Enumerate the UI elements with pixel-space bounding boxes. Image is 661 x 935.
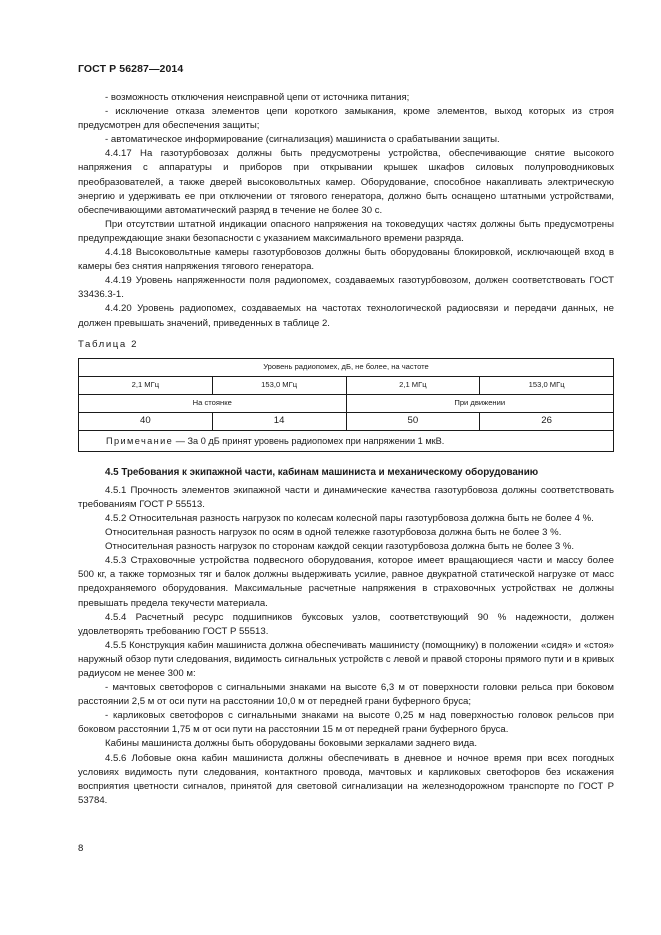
radio-interference-table	[78, 358, 614, 452]
paragraph: - карликовых светофоров с сигнальными знаками на высоте 0,25 м над поверхностью головок рельсов при боковом расстоянии 1,75 м от оси пути на расстоянии 15 м от передней грани буферного бруса.	[78, 710, 614, 736]
paragraph: 4.5.6 Лобовые окна кабин машиниста должны обеспечивать в дневное и ночное время при всех погодных условиях видимость пути следования, контактного провода, мачтовых и карликовых светофоров без искажения восприятия цветности сигналов, принятой для световой сигнализации на железнодорожном транспорте по ГОСТ Р 53784.	[78, 752, 614, 806]
paragraph: 4.4.18 Высоковольтные камеры газотурбовозов должны быть оборудованы блокировкой, исключающей вход в камеры без снятия напряжения тягового генератора.	[78, 247, 614, 273]
paragraph: 4.4.19 Уровень напряженности поля радиопомех, создаваемых газотурбовозом, должен соответствовать ГОСТ 33436.3-1.	[78, 275, 614, 301]
paragraph: 4.5.4 Расчетный ресурс подшипников буксовых узлов, соответствующий 90 % надежности, должен удовлетворять требованию ГОСТ Р 55513.	[78, 611, 614, 637]
paragraph: Кабины машиниста должны быть оборудованы боковыми зеркалами заднего вида.	[105, 738, 478, 750]
page-number: 8	[78, 843, 84, 854]
paragraph: Относительная разность нагрузок по сторонам каждой секции газотурбовоза должна быть не более 3 %.	[105, 541, 575, 553]
paragraph: - автоматическое информирование (сигнализация) машиниста о срабатывании защиты.	[105, 134, 500, 146]
table-value-cell: 40	[79, 412, 213, 430]
table-freq-cell: 153,0 МГц	[212, 376, 346, 394]
paragraph: При отсутствии штатной индикации опасного напряжения на токоведущих частях должны быть предусмотрены предупреждающие знаки безопасности с указанием максимального времени разряда.	[78, 218, 614, 244]
table-note-text: — За 0 дБ принят уровень радиопомех при напряжении 1 мкВ.	[173, 435, 445, 446]
table-freq-cell: 2,1 МГц	[79, 376, 213, 394]
table-value-cell: 26	[480, 412, 614, 430]
table-freq-cell: 153,0 МГц	[480, 376, 614, 394]
paragraph: 4.5.1 Прочность элементов экипажной части и динамические качества газотурбовоза должны соответствовать требованиям ГОСТ Р 55513.	[78, 484, 614, 510]
table-freq-cell: 2,1 МГц	[346, 376, 480, 394]
paragraph: - возможность отключения неисправной цепи от источника питания;	[105, 92, 410, 103]
paragraph: - исключение отказа элементов цепи короткого замыкания, кроме элементов, выход которых из строя предусмотрен для обеспечения защиты;	[78, 106, 614, 132]
paragraph: 4.5.3 Страховочные устройства подвесного оборудования, которое имеет вращающиеся части и массу более 500 кг, а также тормозных тяг и балок должны выдерживать усилие, равное двукратной статической нагрузке от масс предохраняемого оборудования. Максимальные расчетные напряжения в страховочных устройствах не должны превышать предела текучести материала.	[78, 555, 614, 609]
paragraph: 4.5.2 Относительная разность нагрузок по колесам колесной пары газотурбовоза должна быть не более 4 %.	[105, 512, 594, 524]
paragraph: 4.4.20 Уровень радиопомех, создаваемых на частотах технологической радиосвязи и передачи данных, не должен превышать значений, приведенных в таблице 2.	[78, 303, 614, 329]
table-caption	[78, 338, 614, 352]
paragraph: - мачтовых светофоров с сигнальными знаками на высоте 6,3 м от поверхности головки рельса при боковом расстоянии 2,5 м от оси пути на расстоянии 10,0 м от передней грани буферного бруса;	[78, 682, 614, 708]
table-group-cell: На стоянке	[79, 394, 347, 412]
table-group-cell: При движении	[346, 394, 614, 412]
page-content	[78, 91, 614, 808]
table-note-cell	[79, 430, 614, 451]
table-caption-number: 2	[131, 338, 137, 350]
section-heading: 4.5 Требования к экипажной части, кабинам машиниста и механическому оборудованию	[105, 466, 539, 478]
page-header-title: ГОСТ Р 56287—2014	[78, 63, 184, 75]
table-header-cell: Уровень радиопомех, дБ, не более, на частоте	[79, 358, 614, 376]
table-note-word: Примечание	[106, 435, 174, 446]
paragraph: 4.4.17 На газотурбовозах должны быть предусмотрены устройства, обеспечивающие снятие высокого напряжения с аппаратуры и приборов при открывании крышек шкафов силовых полупроводниковых преобразователей, а также дверей высоковольтных камер. Оборудование, способное накапливать электрическую энергию и удерживать ее при отключении от тягового генератора, должно быть оснащено штатными устройствами, обеспечивающими автоматический разряд в течение не более 30 с.	[78, 148, 614, 216]
table-caption-word: Таблица	[78, 338, 127, 350]
table-value-cell: 50	[346, 412, 480, 430]
paragraph: 4.5.5 Конструкция кабин машиниста должна обеспечивать машинисту (помощнику) в положении «сидя» и «стоя» наружный обзор пути следования, видимость сигнальных устройств с левой и правой стороны прямого пути и в кривых радиусом не менее 300 м:	[78, 639, 614, 679]
paragraph: Относительная разность нагрузок по осям в одной тележке газотурбовоза должна быть не более 3 %.	[105, 527, 562, 539]
table-value-cell: 14	[212, 412, 346, 430]
